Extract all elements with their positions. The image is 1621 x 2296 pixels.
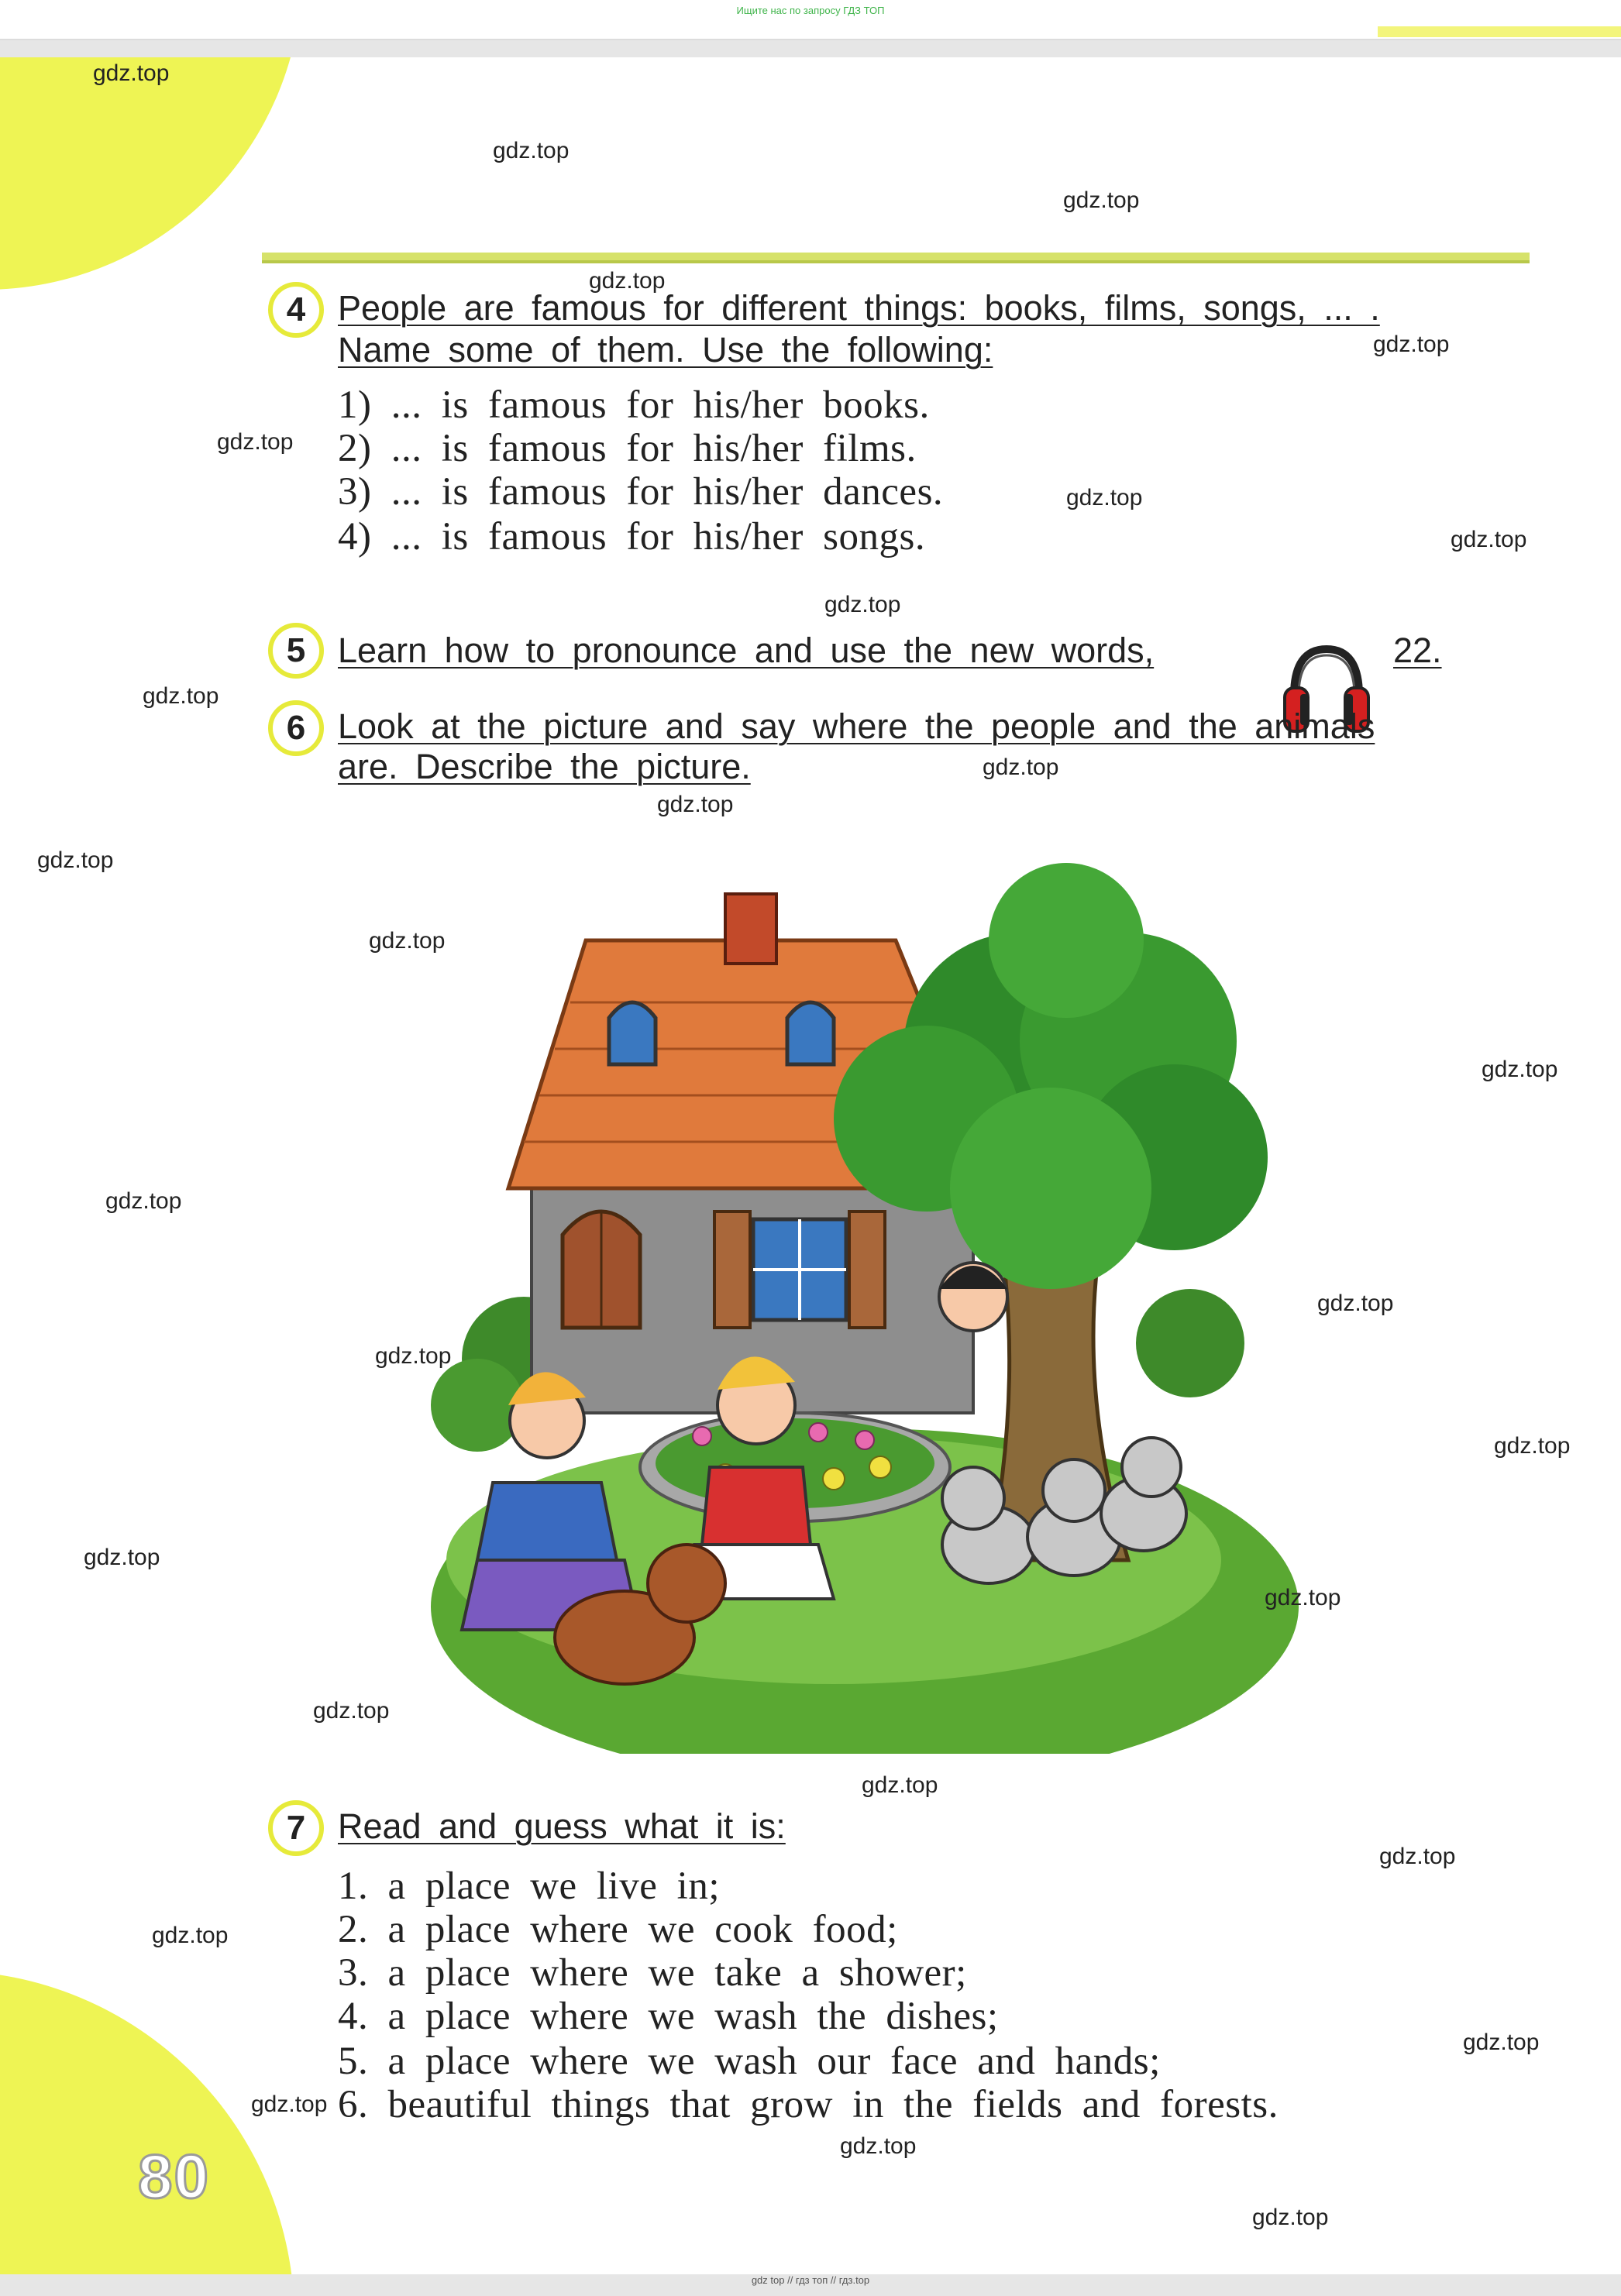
watermark: gdz.top [589,268,666,294]
watermark: gdz.top [369,928,446,954]
watermark: gdz.top [840,2133,917,2159]
top-banner-accent [1378,26,1621,37]
task-6-instruction-line1: Look at the picture and say where the people and the animals [338,706,1375,746]
watermark: gdz.top [1482,1057,1558,1082]
task-5-track: 22. [1393,631,1442,670]
top-banner-text: Ищите нас по запросу ГДЗ ТОП [736,5,885,16]
watermark: gdz.top [313,1698,390,1724]
task-6-instruction-line2: are. Describe the picture. [338,747,751,786]
task-4-item-1: 1) ... is famous for his/her books. [338,383,930,427]
task-7-item-6: 6. beautiful things that grow in the fields and forests. [338,2083,1279,2126]
watermark: gdz.top [1063,187,1140,213]
watermark: gdz.top [105,1188,182,1214]
watermark: gdz.top [493,138,570,163]
task-5-instruction: Learn how to pronounce and use the new words, [338,631,1155,670]
task-6-number: 6 [268,700,324,756]
task-4-number: 4 [268,282,324,338]
watermark: gdz.top [862,1772,938,1798]
task-7-instruction: Read and guess what it is: [338,1806,786,1846]
watermark: gdz.top [84,1545,160,1570]
illustration-house-garden [431,863,1306,1754]
task-7-number: 7 [268,1800,324,1856]
watermark: gdz.top [143,683,219,709]
watermark: gdz.top [1451,527,1527,552]
watermark: gdz.top [657,792,734,817]
watermark: gdz.top [1317,1291,1394,1316]
task-5-number: 5 [268,623,324,679]
watermark: gdz.top [375,1343,452,1369]
watermark: gdz.top [1066,485,1143,510]
task-4-item-4: 4) ... is famous for his/her songs. [338,515,926,559]
top-banner [0,0,1621,40]
task-7-item-5: 5. a place where we wash our face and hands; [338,2040,1161,2083]
section-rule [262,253,1530,263]
corner-decoration-top [0,57,302,290]
footer: gdz top // гдз топ // гдз.top [751,2274,870,2286]
watermark: gdz.top [251,2091,328,2117]
task-4-item-2: 2) ... is famous for his/her films. [338,427,917,470]
watermark: gdz.top [1265,1585,1341,1610]
watermark: gdz.top [1379,1844,1456,1869]
watermark: gdz.top [1373,332,1450,357]
watermark: gdz.top [824,592,901,617]
watermark: gdz.top [1463,2030,1540,2055]
textbook-page [0,57,1621,2274]
task-4-instruction-line2: Name some of them. Use the following: [338,330,993,369]
task-7-item-4: 4. a place where we wash the dishes; [338,1995,999,2038]
watermark: gdz.top [1252,2205,1329,2230]
watermark: gdz.top [152,1923,229,1948]
watermark: gdz.top [93,60,170,86]
watermark: gdz.top [1494,1433,1571,1459]
watermark: gdz.top [217,429,294,455]
task-7-item-1: 1. a place we live in; [338,1865,720,1908]
corner-decoration-bottom [0,1971,294,2274]
watermark: gdz.top [983,754,1059,780]
task-4-item-3: 3) ... is famous for his/her dances. [338,470,944,514]
task-4-instruction-line1: People are famous for different things: books, films, songs, ... . [338,288,1380,328]
page-number: 80 [138,2142,210,2211]
task-7-item-2: 2. a place where we cook food; [338,1908,898,1951]
task-7-item-3: 3. a place where we take a shower; [338,1951,967,1995]
watermark: gdz.top [37,847,114,873]
